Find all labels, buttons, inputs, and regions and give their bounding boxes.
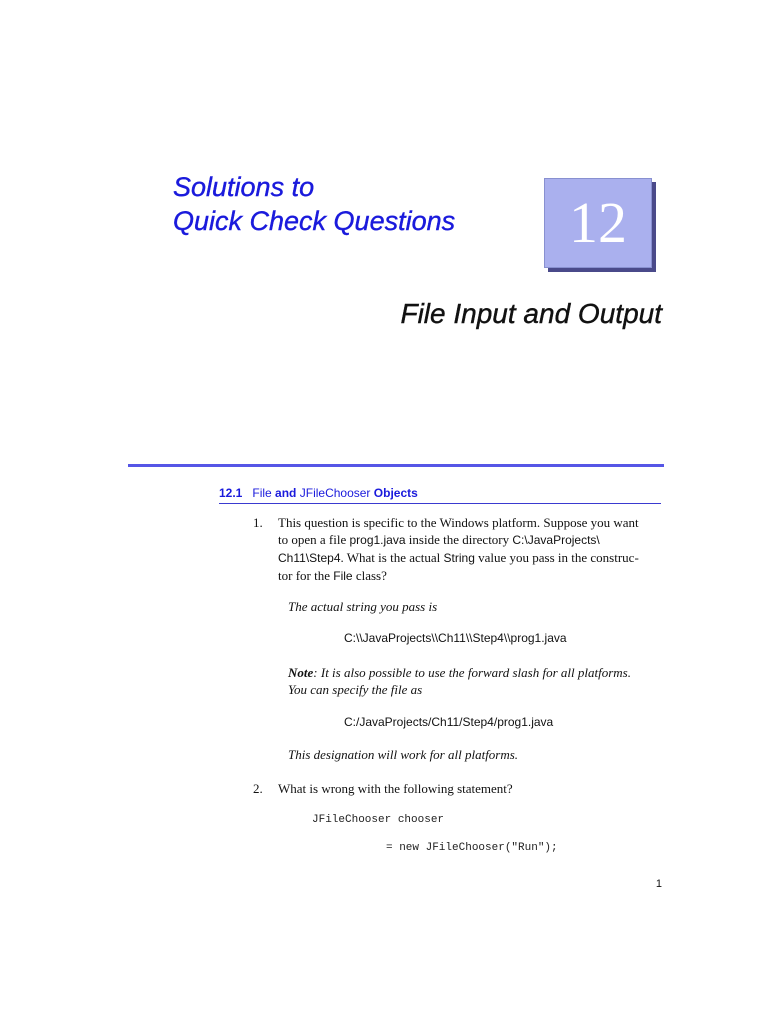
q1-line2-a: to open a file [278, 532, 350, 547]
section-title-jfilechooser: JFileChooser [299, 486, 371, 500]
chapter-title: File Input and Output [400, 298, 662, 329]
section-title-objects: Objects [373, 486, 418, 500]
note-path: C:/JavaProjects/Ch11/Step4/prog1.java [344, 715, 554, 729]
note-block [288, 664, 668, 698]
section-number: 12.1 [219, 486, 243, 500]
note-text-1: : It is also possible to use the forward slash for all platforms. [313, 665, 631, 680]
question-1-number: 1. [253, 515, 263, 530]
q1-line4-b: class? [352, 568, 387, 583]
section-title-file: File [252, 486, 272, 500]
section-title-and: and [275, 486, 297, 500]
question-2-text: What is wrong with the following statement? [278, 781, 513, 796]
closing-remark: This designation will work for all platforms. [288, 747, 519, 762]
code-line-1: JFileChooser chooser [312, 814, 445, 826]
section-rule [219, 503, 661, 504]
page-number: 1 [655, 878, 662, 890]
q1-string-keyword: String [443, 551, 475, 565]
chapter-number-box [544, 178, 652, 268]
question-1-line-2 [278, 531, 662, 549]
note-line-1 [288, 664, 668, 681]
question-1-line-4 [278, 567, 662, 585]
note-label: Note [288, 665, 314, 680]
q1-filename: prog1.java [349, 533, 406, 547]
question-1-line-1: This question is specific to the Windows platform. Suppose you want [278, 515, 639, 530]
code-line-2: = new JFileChooser("Run"); [386, 842, 558, 854]
q1-directory: C:\JavaProjects\ [512, 533, 600, 547]
heading-line-1: Solutions to [173, 172, 315, 202]
question-2-number: 2. [253, 781, 263, 796]
chapter-number: 12 [569, 190, 627, 255]
heading-line-2: Quick Check Questions [173, 206, 456, 236]
q1-file-keyword: File [333, 569, 353, 583]
section-heading [219, 485, 418, 501]
header-rule [128, 464, 664, 467]
q1-line3-b: . What is the actual [340, 550, 444, 565]
q1-line2-b: inside the directory [405, 532, 513, 547]
answer-intro: The actual string you pass is [288, 599, 438, 614]
q1-line3-c: value you pass in the construc- [474, 550, 639, 565]
q1-directory-cont: Ch11\Step4 [278, 551, 341, 565]
question-1-text [278, 514, 662, 585]
note-line-2: You can specify the file as [288, 682, 423, 697]
question-1-line-3 [278, 549, 662, 567]
q1-line4-a: tor for the [278, 568, 334, 583]
answer-path: C:\\JavaProjects\\Ch11\\Step4\\prog1.java [344, 631, 567, 645]
